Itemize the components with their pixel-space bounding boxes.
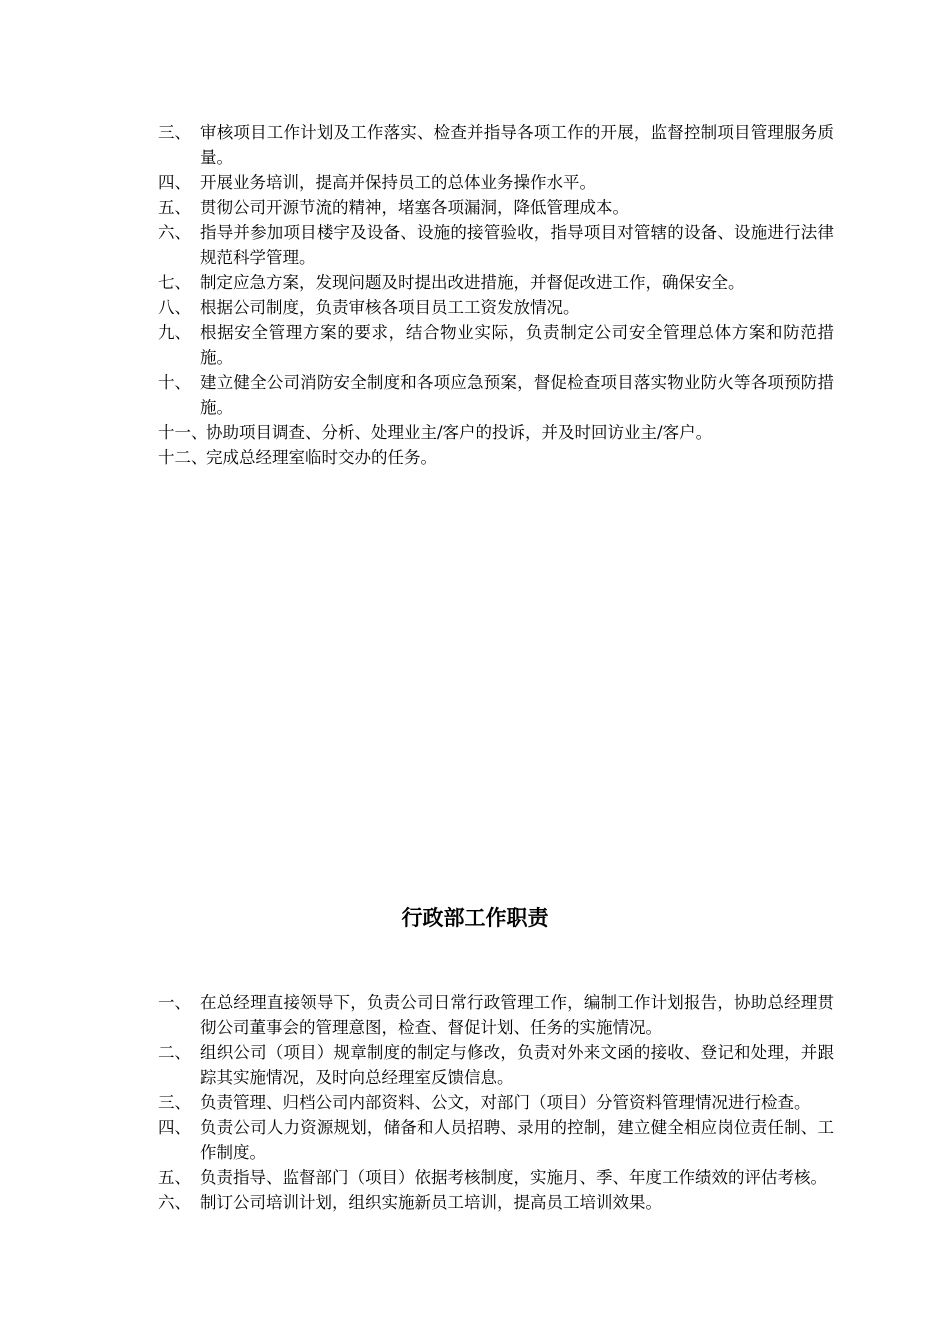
- item-number: 二、: [158, 1043, 191, 1062]
- list-item: [158, 1040, 834, 1090]
- list-item: [158, 990, 834, 1040]
- item-text: 组织公司（项目）规章制度的制定与修改，负责对外来文函的接收、登记和处理，并跟踪其实施情况，及时向总经理室反馈信息。: [200, 1043, 834, 1087]
- item-text: 根据公司制度，负责审核各项目员工工资发放情况。: [200, 298, 580, 317]
- item-text: 在总经理直接领导下，负责公司日常行政管理工作，编制工作计划报告，协助总经理贯彻公司董事会的管理意图，检查、督促计划、任务的实施情况。: [200, 993, 834, 1037]
- item-number: 六、: [158, 223, 191, 242]
- item-text: 完成总经理室临时交办的任务。: [206, 448, 437, 467]
- list-item: [158, 1115, 834, 1165]
- item-number: 四、: [158, 173, 191, 192]
- list-item: [158, 295, 834, 320]
- item-text: 协助项目调查、分析、处理业主/客户的投诉，并及时回访业主/客户。: [206, 423, 713, 442]
- item-text: 负责指导、监督部门（项目）依据考核制度，实施月、季、年度工作绩效的评估考核。: [200, 1168, 827, 1187]
- item-text: 根据安全管理方案的要求，结合物业实际，负责制定公司安全管理总体方案和防范措施。: [200, 323, 834, 367]
- item-number: 十、: [158, 373, 191, 392]
- item-text: 建立健全公司消防安全制度和各项应急预案，督促检查项目落实物业防火等各项预防措施。: [200, 373, 834, 417]
- list-item: [158, 1165, 834, 1190]
- item-number: 五、: [158, 198, 191, 217]
- item-number: 四、: [158, 1118, 191, 1137]
- list-item: [158, 445, 834, 470]
- list-item: [158, 195, 834, 220]
- section-title: 行政部工作职责: [401, 906, 549, 930]
- item-text: 开展业务培训，提高并保持员工的总体业务操作水平。: [200, 173, 596, 192]
- item-number: 九、: [158, 323, 191, 342]
- list-item: [158, 320, 834, 370]
- item-text: 审核项目工作计划及工作落实、检查并指导各项工作的开展，监督控制项目管理服务质量。: [200, 123, 834, 167]
- item-number: 三、: [158, 1093, 191, 1112]
- list-item: [158, 270, 834, 295]
- item-number: 十一、: [158, 423, 208, 442]
- duty-list-continued: [158, 120, 834, 470]
- list-item: [158, 220, 834, 270]
- list-item: [158, 170, 834, 195]
- item-text: 负责公司人力资源规划，储备和人员招聘、录用的控制，建立健全相应岗位责任制、工作制度。: [200, 1118, 834, 1162]
- item-text: 贯彻公司开源节流的精神，堵塞各项漏洞，降低管理成本。: [200, 198, 629, 217]
- item-text: 制定应急方案，发现问题及时提出改进措施，并督促改进工作，确保安全。: [200, 273, 745, 292]
- list-item: [158, 120, 834, 170]
- list-item: [158, 420, 834, 445]
- list-item: [158, 1190, 834, 1215]
- item-text: 负责管理、归档公司内部资料、公文，对部门（项目）分管资料管理情况进行检查。: [200, 1093, 811, 1112]
- item-text: 指导并参加项目楼宇及设备、设施的接管验收，指导项目对管辖的设备、设施进行法律规范科学管理。: [200, 223, 834, 267]
- admin-duty-list: [158, 990, 834, 1215]
- list-item: [158, 1090, 834, 1115]
- item-number: 五、: [158, 1168, 191, 1187]
- item-text: 制订公司培训计划，组织实施新员工培训，提高员工培训效果。: [200, 1193, 662, 1212]
- item-number: 十二、: [158, 448, 208, 467]
- item-number: 八、: [158, 298, 191, 317]
- item-number: 六、: [158, 1193, 191, 1212]
- item-number: 一、: [158, 993, 191, 1012]
- item-number: 三、: [158, 123, 191, 142]
- item-number: 七、: [158, 273, 191, 292]
- list-item: [158, 370, 834, 420]
